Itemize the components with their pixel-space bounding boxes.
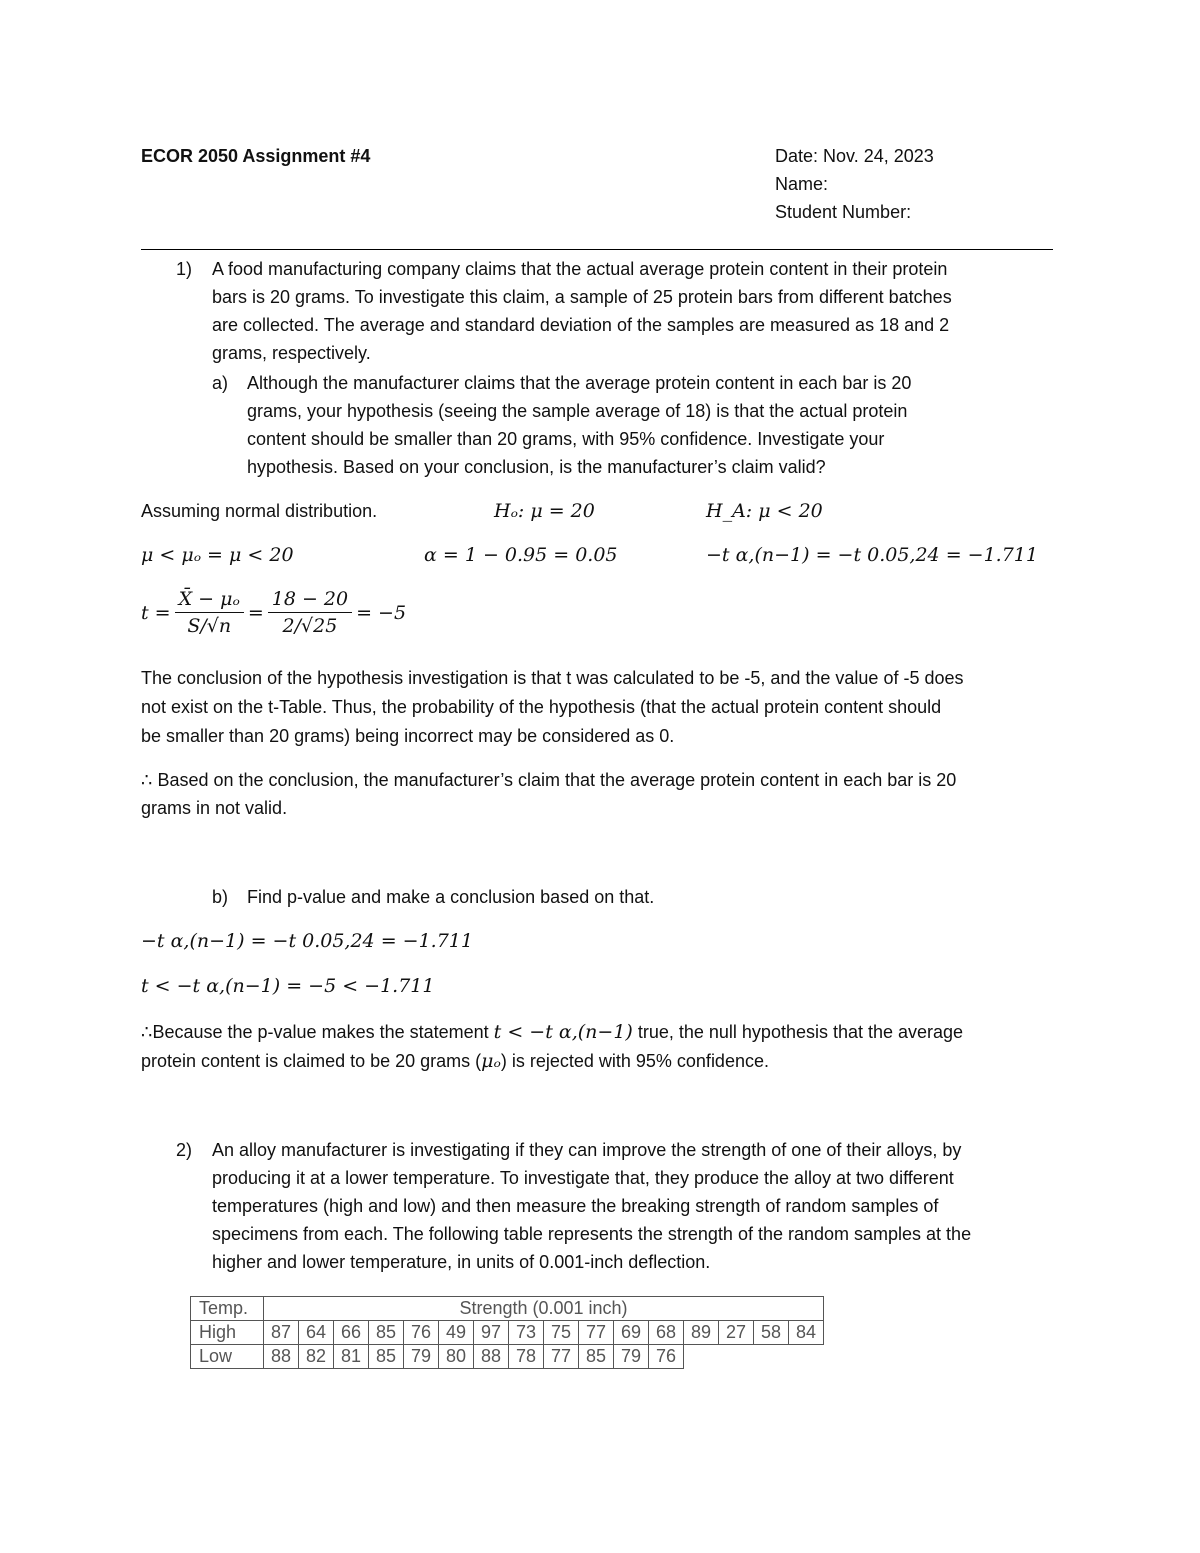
part-a-line: content should be smaller than 20 grams, with 95% confidence. Investigate your: [247, 429, 885, 449]
high-value: 87: [264, 1321, 299, 1345]
high-value: 69: [614, 1321, 649, 1345]
empty-cells: [684, 1345, 824, 1369]
high-value: 75: [544, 1321, 579, 1345]
low-value: 85: [579, 1345, 614, 1369]
t-fraction-numeric: [268, 588, 352, 637]
p-value-conclusion-line: ∴Because the p-value makes the statement t < −t α,(n−1) true, the null hypothesis that the average: [141, 1021, 964, 1043]
question-1-number: 1): [176, 259, 193, 279]
part-a-line: hypothesis. Based on your conclusion, is the manufacturer’s claim valid?: [247, 457, 826, 477]
table-header-row: [191, 1297, 824, 1321]
p-value-conclusion-line: protein content is claimed to be 20 grams (μₒ) is rejected with 95% confidence.: [141, 1050, 769, 1072]
mu-inequality: μ < μₒ = μ < 20: [141, 544, 294, 566]
t-numerator-values: 18 − 20: [268, 588, 352, 613]
high-value: 76: [404, 1321, 439, 1345]
low-value: 81: [334, 1345, 369, 1369]
high-value: 58: [754, 1321, 789, 1345]
name-label: Name:: [775, 174, 829, 194]
low-value: 78: [509, 1345, 544, 1369]
assumption-text: Assuming normal distribution.: [141, 501, 378, 521]
therefore-line: grams in not valid.: [141, 798, 288, 818]
high-value: 64: [299, 1321, 334, 1345]
question-2-line: specimens from each. The following table represents the strength of the random samples at the: [212, 1224, 972, 1244]
date-label: Date: Nov. 24, 2023: [775, 146, 934, 166]
strength-table: [190, 1296, 824, 1369]
conclusion-line: be smaller than 20 grams) being incorrect may be considered as 0.: [141, 726, 675, 746]
t-statistic-equation: [141, 588, 406, 637]
low-value: 76: [649, 1345, 684, 1369]
student-number-label: Student Number:: [775, 202, 912, 222]
low-value: 88: [264, 1345, 299, 1369]
high-value: 49: [439, 1321, 474, 1345]
part-b-text: Find p-value and make a conclusion based on that.: [247, 887, 655, 907]
question-2-line: temperatures (high and low) and then measure the breaking strength of random samples of: [212, 1196, 939, 1216]
high-label: High: [191, 1321, 264, 1345]
low-value: 79: [614, 1345, 649, 1369]
t-fraction-symbolic: [175, 588, 244, 637]
question-1-line: A food manufacturing company claims that the actual average protein content in their protein: [212, 259, 948, 279]
high-value: 77: [579, 1321, 614, 1345]
high-value: 89: [684, 1321, 719, 1345]
high-value: 84: [789, 1321, 824, 1345]
question-1-line: grams, respectively.: [212, 343, 371, 363]
high-value: 97: [474, 1321, 509, 1345]
question-2-number: 2): [176, 1140, 193, 1160]
equals-sign: =: [247, 601, 264, 624]
t-result: = −5: [356, 601, 407, 624]
high-value: 66: [334, 1321, 369, 1345]
part-b-label: b): [212, 887, 229, 907]
t-critical-equation-b: −t α,(n−1) = −t 0.05,24 = −1.711: [141, 930, 473, 952]
low-value: 88: [474, 1345, 509, 1369]
alt-hypothesis: H_A: μ < 20: [706, 500, 823, 522]
therefore-line: ∴ Based on the conclusion, the manufacturer’s claim that the average protein content in each bar is 20: [141, 770, 957, 790]
part-a-label: a): [212, 373, 229, 393]
temp-header: Temp.: [191, 1297, 264, 1321]
conclusion-line: not exist on the t-Table. Thus, the probability of the hypothesis (that the actual protein content should: [141, 697, 942, 717]
strength-header: Strength (0.001 inch): [264, 1297, 824, 1321]
t-denominator: S/√n: [187, 615, 232, 637]
question-1-line: are collected. The average and standard deviation of the samples are measured as 18 and 2: [212, 315, 950, 335]
high-value: 68: [649, 1321, 684, 1345]
question-1-line: bars is 20 grams. To investigate this claim, a sample of 25 protein bars from different batches: [212, 287, 952, 307]
high-value: 85: [369, 1321, 404, 1345]
t-denominator-values: 2/√25: [282, 615, 338, 637]
low-label: Low: [191, 1345, 264, 1369]
t-critical-equation: −t α,(n−1) = −t 0.05,24 = −1.711: [706, 544, 1038, 566]
low-value: 82: [299, 1345, 334, 1369]
question-2-line: producing it at a lower temperature. To investigate that, they produce the alloy at two different: [212, 1168, 954, 1188]
conclusion-line: The conclusion of the hypothesis investigation is that t was calculated to be -5, and the value of -5 does: [141, 668, 964, 688]
question-2-line: An alloy manufacturer is investigating if they can improve the strength of one of their alloys, by: [212, 1140, 962, 1160]
low-value: 80: [439, 1345, 474, 1369]
null-hypothesis: Hₒ: μ = 20: [494, 500, 595, 522]
part-a-line: Although the manufacturer claims that the average protein content in each bar is 20: [247, 373, 912, 393]
question-2-line: higher and lower temperature, in units of 0.001-inch deflection.: [212, 1252, 711, 1272]
high-value: 73: [509, 1321, 544, 1345]
table-row-high: [191, 1321, 824, 1345]
table-row-low: [191, 1345, 824, 1369]
low-value: 85: [369, 1345, 404, 1369]
t-comparison-equation: t < −t α,(n−1) = −5 < −1.711: [141, 975, 435, 997]
header-divider: [141, 249, 1053, 250]
high-value: 27: [719, 1321, 754, 1345]
low-value: 79: [404, 1345, 439, 1369]
t-numerator: X̄ − μₒ: [175, 588, 244, 613]
t-lhs: t =: [141, 601, 171, 624]
alpha-equation: α = 1 − 0.95 = 0.05: [424, 544, 618, 566]
part-a-line: grams, your hypothesis (seeing the sample average of 18) is that the actual protein: [247, 401, 908, 421]
low-value: 77: [544, 1345, 579, 1369]
assignment-title: ECOR 2050 Assignment #4: [141, 146, 371, 166]
